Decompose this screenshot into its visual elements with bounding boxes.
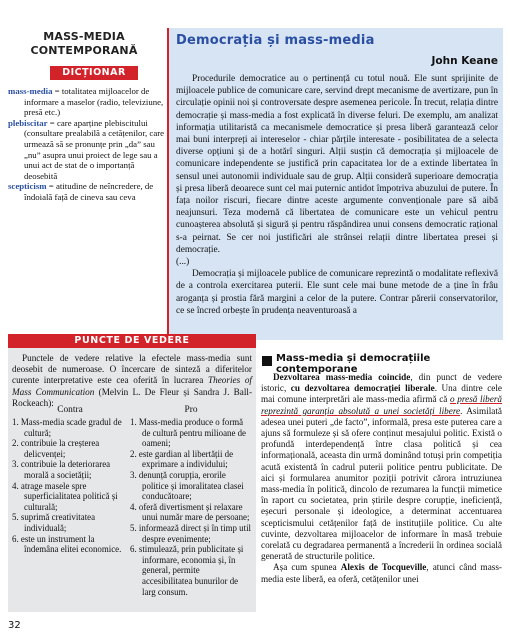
pro-item: 2. este gardian al libertății de exprimare a individului;: [130, 448, 234, 470]
definition-term: plebiscitar: [8, 117, 48, 128]
contra-item: 3. contribuie la deteriorarea morală a societății;: [12, 459, 111, 480]
definition-text: = care aparține plebiscitului (consultare prealabilă a cetățenilor, care urmează să se pronunțe prin „da” sau „nu” asupra unui proiect de lege sau a unui act de stat de o importanță deosebită: [24, 117, 165, 181]
quote-author: John Keane: [431, 55, 498, 67]
definition-term: scepticism: [8, 181, 47, 192]
pro-item: 5. informează direct și în timp util despre evenimente;: [130, 522, 252, 544]
dictionary-label: DICȚIONAR: [50, 66, 138, 80]
contra-item: 5. suprimă creativitatea individuală;: [12, 512, 96, 533]
pro-heading: Pro: [184, 405, 198, 415]
quote-body: [176, 73, 498, 317]
article-bold-phrase: Dezvoltarea mass-media coincide: [273, 372, 411, 382]
pro-item: 3. denunță corupția, erorile politice și imoralitatea clasei conducătoare;: [130, 469, 244, 502]
intro-text: Punctele de vedere relative la efectele mass-media sunt deosebit de numeroase. O încercare de sinteză a diferitelor curente interpretative este cea oferită în lucrarea: [12, 353, 252, 386]
article-emphasis: o presă liberă reprezintă garanția absolută a unei societăți libere: [261, 394, 502, 416]
intro-text-end: (Melvin L. De Fleur și Sandra J. Ball-Rockeach):: [12, 386, 253, 408]
viewpoints-intro: [12, 353, 252, 409]
section-heading: [8, 30, 160, 58]
contra-heading: Contra: [57, 405, 83, 415]
quote-paragraph: Procedurile democratice au o pertinență cu totul nouă. Ele sunt sprijinite de mijloacele publice de comunicare care, servind drept mecanisme de avertizare, pun în circulație opinii noi și controversate despre asemenea pericole. În trecut, relația dintre democrație și mass-media a fost explicată în diverse feluri. De exemplu, am analizat informația utilitaristă ca mecanismele democratice și presa liberă garantează celor mai buni interpreți ai intereselor - chiar părțile interesate - posibilitatea de a selecta diverse opțiuni și de a hotărî singuri. Alții susțin că democrația și mijloacele de comunicare independente se justifică prin capacitatea lor de a extinde libertatea în sensul unei autonomii individuale sau de grup. Alții consideră superioare democrația și presa liberă deoarece sunt cel mai puternic antidot împotriva abuzului de putere. În fața noilor riscuri, fiecare dintre aceste argumente convenționale pare să aibă neajunsuri. Teza modernă că libertatea de comunicare este un vehicul pentru cunoașterea absolută și sigură și pentru răspândirea unui consens democratic rațional s-a peirnat. Se cer noi justificări ale strânsei relații dintre libertatea presei și democrație.: [176, 74, 498, 255]
contra-item: 1. Mass-media scade gradul de cultură;: [12, 417, 122, 438]
definition-item: [8, 181, 166, 202]
contra-item: 2. contribuie la creșterea delicvenței;: [12, 438, 100, 459]
definition-item: [8, 86, 166, 118]
quote-paragraph: Democrația și mijloacele publice de comunicare reprezintă o modalitate reflexivă de a controla exercitarea puterii. Ele sunt cele mai bune metode de a ține în frâu aroganța și prostia fără margini a celor de la putere. Contrar părerii conservatorilor, ce se încred orbește în prudența neaventuroasă a: [176, 269, 498, 316]
article-paragraph: [261, 562, 502, 584]
contra-list: [12, 417, 126, 555]
article-text: Așa cum spunea: [273, 562, 341, 573]
definition-text: = atitudine de neîncredere, de îndoială față de cineva sau ceva: [24, 181, 154, 202]
article-title: Mass-media și democrațiile contemporane: [276, 353, 431, 375]
viewpoints-label: PUNCTE DE VEDERE: [8, 334, 256, 348]
definition-item: [8, 118, 166, 182]
pro-item: 6. stimulează, prin publicitate și informare, economia și, în general, permite accesibilitatea bunurilor de larg consum.: [130, 544, 244, 597]
article-paragraph: [261, 372, 502, 562]
article-text: , atunci când mass-media este liberă, ea oferă, cetățenilor unei: [261, 562, 502, 584]
article-text: , din punct de vedere istoric,: [261, 372, 502, 394]
article-bold-phrase: Alexis de Tocqueville: [340, 562, 427, 573]
article-text: . Una dintre cele mai comune interpretări ale mass-media afirmă că: [261, 383, 503, 405]
section-heading-line2: CONTEMPORANĂ: [30, 44, 138, 57]
contra-item: 4. atrage masele spre superficialitatea politică și culturală;: [12, 480, 118, 512]
article-text: . Asimilată adesea unei puteri „de facto”, informală, presa este puterea care a ajuns să formuleze și să ofere conținut mesajului politic. Există o profundă interdependență între clasa politică și cea informațională, aceasta din urmă dominând totuși prin competiția acută existentă în cadrul puterii politice pentru publicitate. De aici și formularea anumitor poziții potrivit cărora intruziunea mass-media în politică, dincolo de rezumarea la funcții mimetice în raport cu societatea, prin știrile despre corupție, ineficiență, eșecuri personale și ideologice, a determinat accentuarea scepticismului cetățenilor față de instituțiile politice. Cu alte cuvinte, dezvoltarea mijloacelor de informare în masă trebuie corelată cu degradarea permanentă a încrederii în ordinea socială generată de structurile politice.: [261, 405, 503, 562]
definition-term: mass-media: [8, 86, 53, 96]
dictionary-definitions: [8, 86, 166, 203]
article-bold-phrase: cu dezvoltarea democrației liberale: [290, 383, 435, 394]
contra-item: 6. este un instrument la îndemâna elitei economice.: [12, 533, 122, 555]
pro-list: [130, 417, 252, 597]
quote-title: Democrația și mass-media: [176, 33, 375, 48]
pro-item: 4. oferă divertisment și relaxare unui număr mare de persoane;: [130, 501, 250, 523]
section-heading-line1: MASS-MEDIA: [43, 30, 125, 43]
intro-book-title: Theories of Mass Communication: [12, 375, 252, 397]
quote-ellipsis: (...): [176, 257, 190, 268]
page-number: 32: [8, 620, 21, 631]
article-body: [261, 372, 502, 585]
pro-item: 1. Mass-media produce o formă de cultură pentru milioane de oameni;: [130, 417, 246, 449]
square-bullet-icon: [262, 356, 272, 366]
definition-text: = totalitatea mijloacelor de informare a maselor (radio, televiziune, presă etc.): [24, 86, 164, 118]
